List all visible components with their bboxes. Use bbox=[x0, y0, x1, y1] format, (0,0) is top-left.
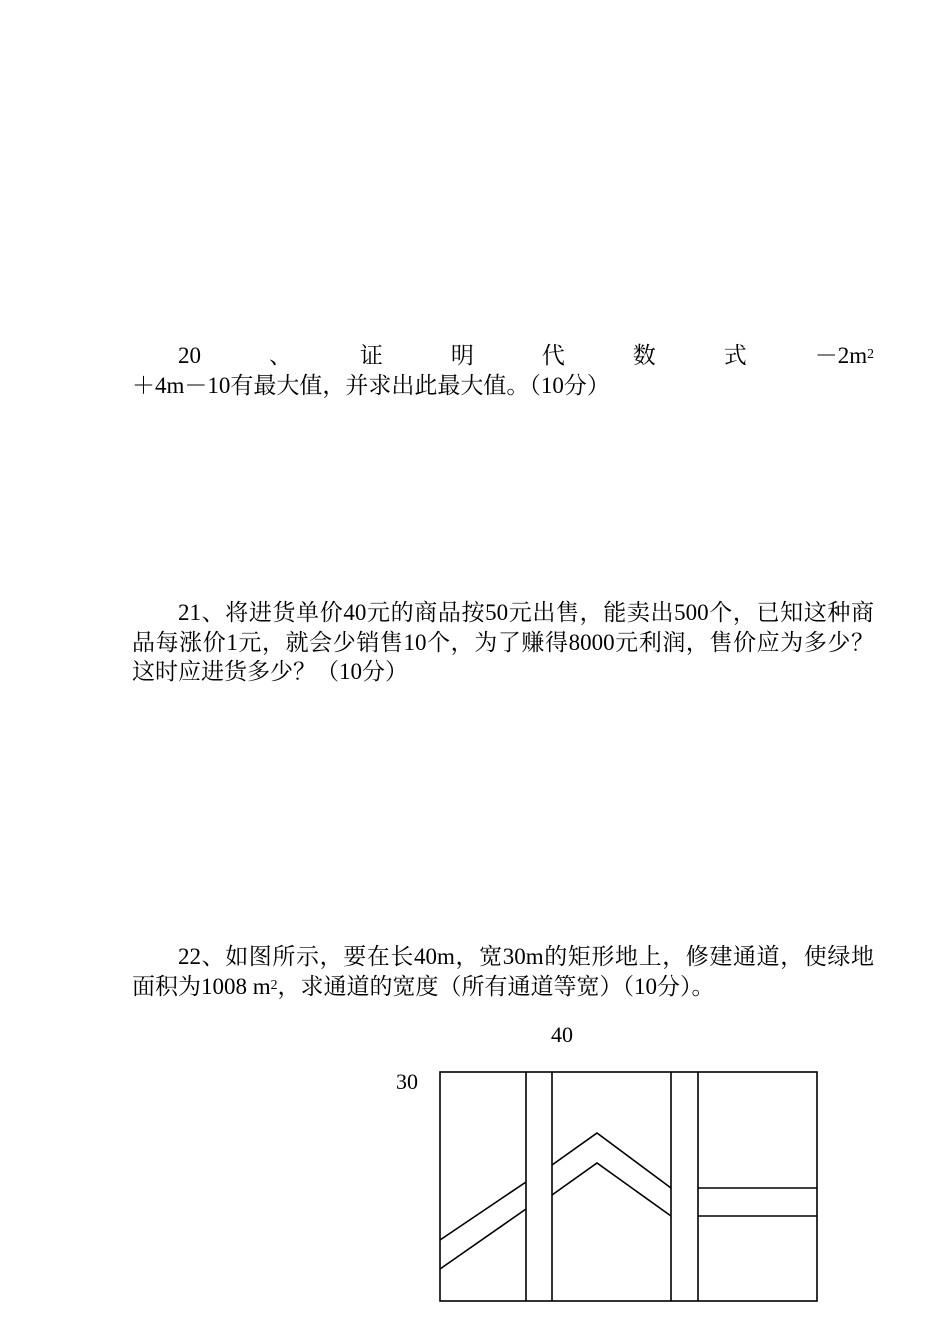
question-22 bbox=[132, 942, 874, 1001]
chevron-road-upper-edge bbox=[552, 1133, 671, 1188]
chevron-road-lower-edge bbox=[552, 1163, 671, 1216]
question-20 bbox=[132, 341, 874, 400]
diagonal-road-left-upper-edge bbox=[440, 1182, 526, 1240]
figure-length-label: 40 bbox=[551, 1022, 573, 1047]
question-text-continued: ＋4m－10有最大值，并求出此最大值。（10分） bbox=[132, 372, 610, 398]
question-text: 证明代数式－2m bbox=[359, 343, 868, 368]
rectangular-field-figure bbox=[439, 1071, 819, 1303]
question-number: 22、 bbox=[178, 944, 226, 969]
question-text: 如图所示，要在长40m，宽30m的矩形地上，修建通道，使绿地面积为1008 m bbox=[132, 944, 875, 999]
question-number: 20、 bbox=[178, 343, 360, 368]
question-number: 21、 bbox=[178, 600, 226, 625]
superscript: 2 bbox=[270, 976, 278, 992]
figure-width-label: 30 bbox=[396, 1069, 418, 1094]
superscript: 2 bbox=[867, 346, 875, 361]
question-text-continued: ，求通道的宽度（所有通道等宽）（10分）。 bbox=[277, 973, 715, 999]
question-text: 将进货单价40元的商品按50元出售，能卖出500个，已知这种商品每涨价1元，就会少销售10个，为了赚得8000元利润，售价应为多少？这时应进货多少？（10分） bbox=[132, 600, 874, 684]
diagonal-road-left-lower-edge bbox=[440, 1209, 526, 1269]
question-21 bbox=[132, 598, 874, 687]
